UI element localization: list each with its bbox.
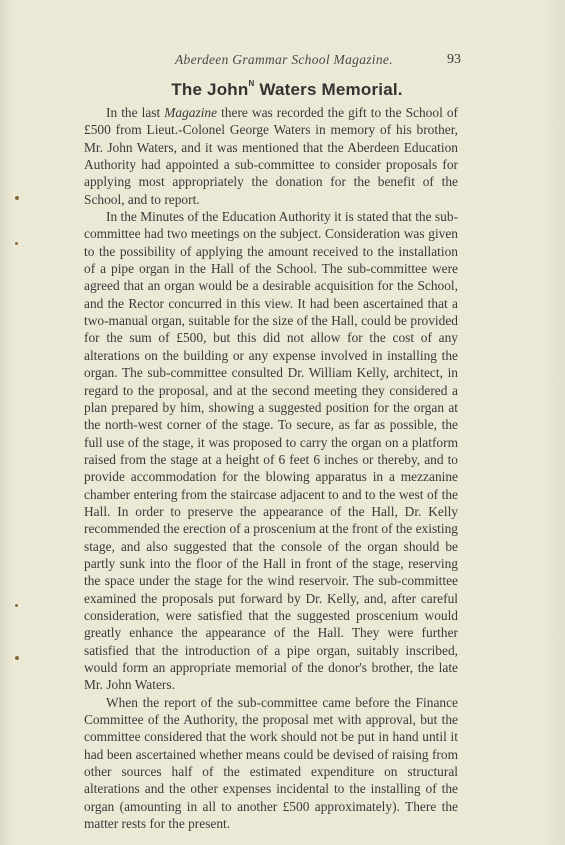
paragraph	[84, 104, 458, 208]
article-title	[110, 80, 464, 100]
margin-mark	[15, 656, 19, 660]
page-header	[113, 52, 461, 70]
page-number: 93	[447, 52, 461, 67]
margin-mark	[15, 604, 18, 607]
paragraph: In the Minutes of the Education Authority it is stated that the sub-committee had two meetings on the subject. Consideration was given to the possibility of applying the amount received to the installation of a pipe organ in the Hall of the School. The sub-committee were agreed that an organ would be a desirable acquisition for the School, and the Rector concurred in this view. It had been ascertained that a two-manual organ, suitable for the size of the Hall, could be provided for the sum of £500, but this did not allow for the cost of any alterations on the building or any expense involved in installing the organ. The sub-committee consulted Dr. William Kelly, architect, in regard to the proposal, and at the second meeting they considered a plan prepared by him, showing a suggested position for the organ at the north-west corner of the stage. To secure, as far as possible, the full use of the stage, it was proposed to carry the organ on a platform raised from the stage at a height of 6 feet 6 inches or thereby, and to provide accommodation for the blowing apparatus in a mezzanine chamber entering from the staircase adjacent to and to the west of the Hall. In order to preserve the appearance of the Hall, Dr. Kelly recommended the erection of a proscenium at the front of the existing stage, and also suggested that the console of the organ should be partly sunk into the floor of the Hall in front of the stage, reserving the space under the stage for the wind reservoir. The sub-committee examined the proposals put forward by Dr. Kelly, and, after careful consideration, were satisfied that the suggested proscenium would greatly enhance the appearance of the Hall. They were further satisfied that the introduction of a pipe organ, suitably inscribed, would form an appropriate memorial of the donor's brother, the late Mr. John Waters.	[84, 209, 458, 693]
article-title-superscript: N	[248, 79, 255, 89]
article-title-part: Waters Memorial.	[254, 80, 403, 99]
article-body	[84, 104, 458, 832]
italic-text: Magazine	[164, 105, 218, 120]
margin-mark	[15, 196, 19, 200]
running-title: Aberdeen Grammar School Magazine.	[175, 52, 393, 67]
margin-mark	[15, 242, 18, 245]
paragraph: When the report of the sub-committee came before the Finance Committee of the Authority, the proposal met with approval, but the committee considered that the work should not be put in hand until it had been ascertained whether means could be devised of raising from other sources half of the estimated expenditure on structural alterations and the other expenses incidental to the installing of the organ (amounting in all to another £500 approximately). There the matter rests for the present.	[84, 694, 458, 832]
paragraph-text: there was recorded the gift to the School of £500 from Lieut.-Colonel George Waters in memory of his brother, Mr. John Waters, and it was mentioned that the Aberdeen Education Authority had appointed a sub-committee to consider proposals for applying most appropriately the donation for the benefit of the School, and to report.	[84, 105, 458, 207]
article-title-part: The John	[171, 80, 249, 99]
paragraph-text: In the last	[106, 105, 165, 120]
